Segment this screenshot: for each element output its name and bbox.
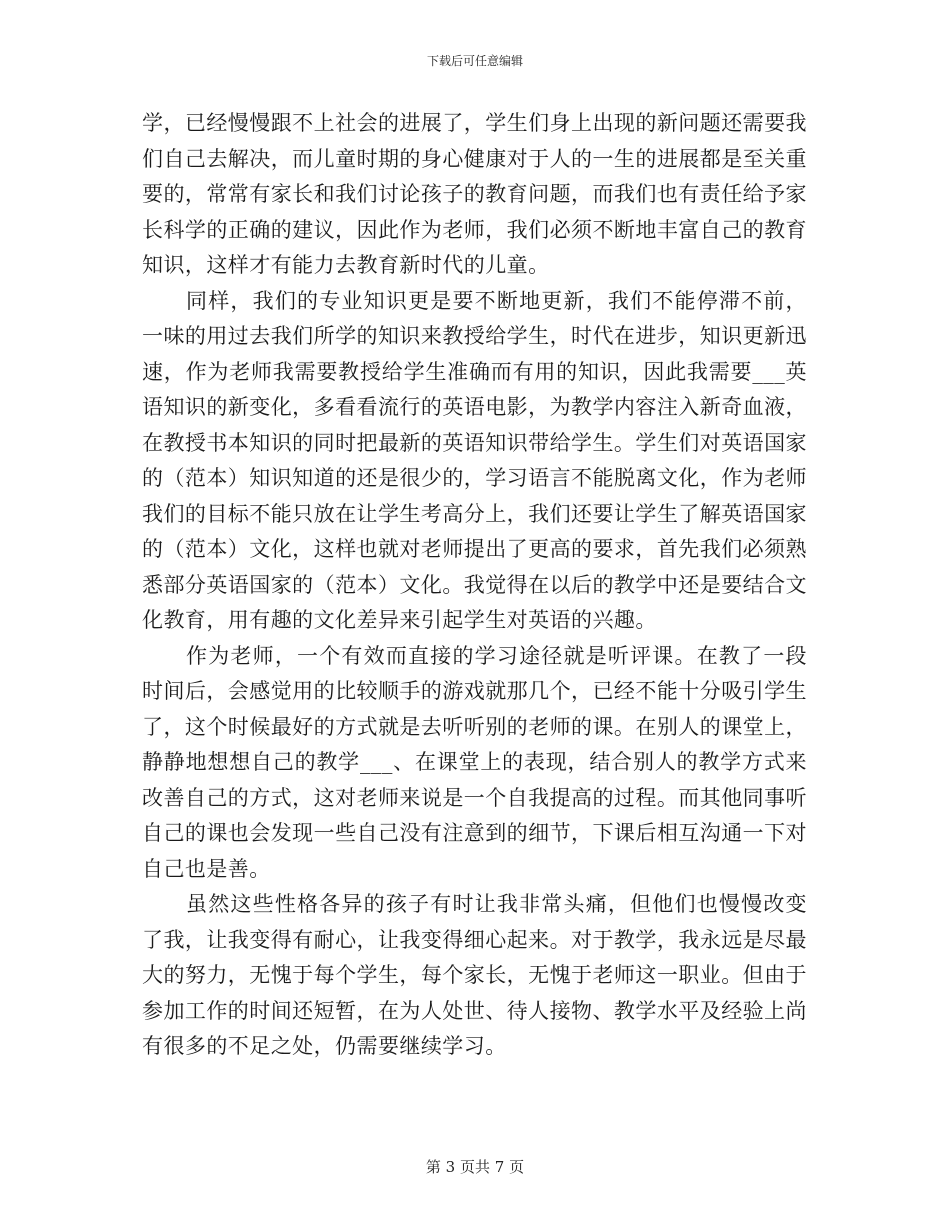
paragraph-4: 虽然这些性格各异的孩子有时让我非常头痛，但他们也慢慢改变了我，让我变得有耐心，让我变得细心起来。对于教学，我永远是尽最大的努力，无愧于每个学生，每个家长，无愧于老师这一职业。但由于参加工作的时间还短暂，在为人处世、待人接物、教学水平及经验上尚有很多的不足之处，仍需要继续学习。 bbox=[142, 892, 807, 1058]
paragraph-3: 作为老师，一个有效而直接的学习途径就是听评课。在教了一段时间后，会感觉用的比较顺手的游戏就那几个，已经不能十分吸引学生了，这个时候最好的方式就是去听听别的老师的课。在别人的课堂上，静静地想想自己的教学___、在课堂上的表现，结合别人的教学方式来改善自己的方式，这对老师来说是一个自我提高的过程。而其他同事听自己的课也会发现一些自己没有注意到的细节，下课后相互沟通一下对自己也是善。 bbox=[142, 643, 807, 881]
document-body bbox=[142, 106, 807, 1065]
page-header: 下载后可任意编辑 bbox=[426, 54, 523, 68]
paragraph-1: 学，已经慢慢跟不上社会的进展了，学生们身上出现的新问题还需要我们自己去解决，而儿童时期的身心健康对于人的一生的进展都是至关重要的，常常有家长和我们讨论孩子的教育问题，而我们也有责任给予家长科学的正确的建议，因此作为老师，我们必须不断地丰富自己的教育知识，这样才有能力去教育新时代的儿童。 bbox=[142, 111, 807, 277]
page-number-footer: 第 3 页共 7 页 bbox=[425, 1158, 525, 1176]
paragraph-2: 同样，我们的专业知识更是要不断地更新，我们不能停滞不前，一味的用过去我们所学的知识来教授给学生，时代在进步，知识更新迅速，作为老师我需要教授给学生准确而有用的知识，因此我需要___英语知识的新变化，多看看流行的英语电影，为教学内容注入新奇血液，在教授书本知识的同时把最新的英语知识带给学生。学生们对英语国家的（范本）知识知道的还是很少的，学习语言不能脱离文化，作为老师我们的目标不能只放在让学生考高分上，我们还要让学生了解英语国家的（范本）文化，这样也就对老师提出了更高的要求，首先我们必须熟悉部分英语国家的（范本）文化。我觉得在以后的教学中还是要结合文化教育，用有趣的文化差异来引起学生对英语的兴趣。 bbox=[142, 288, 807, 632]
